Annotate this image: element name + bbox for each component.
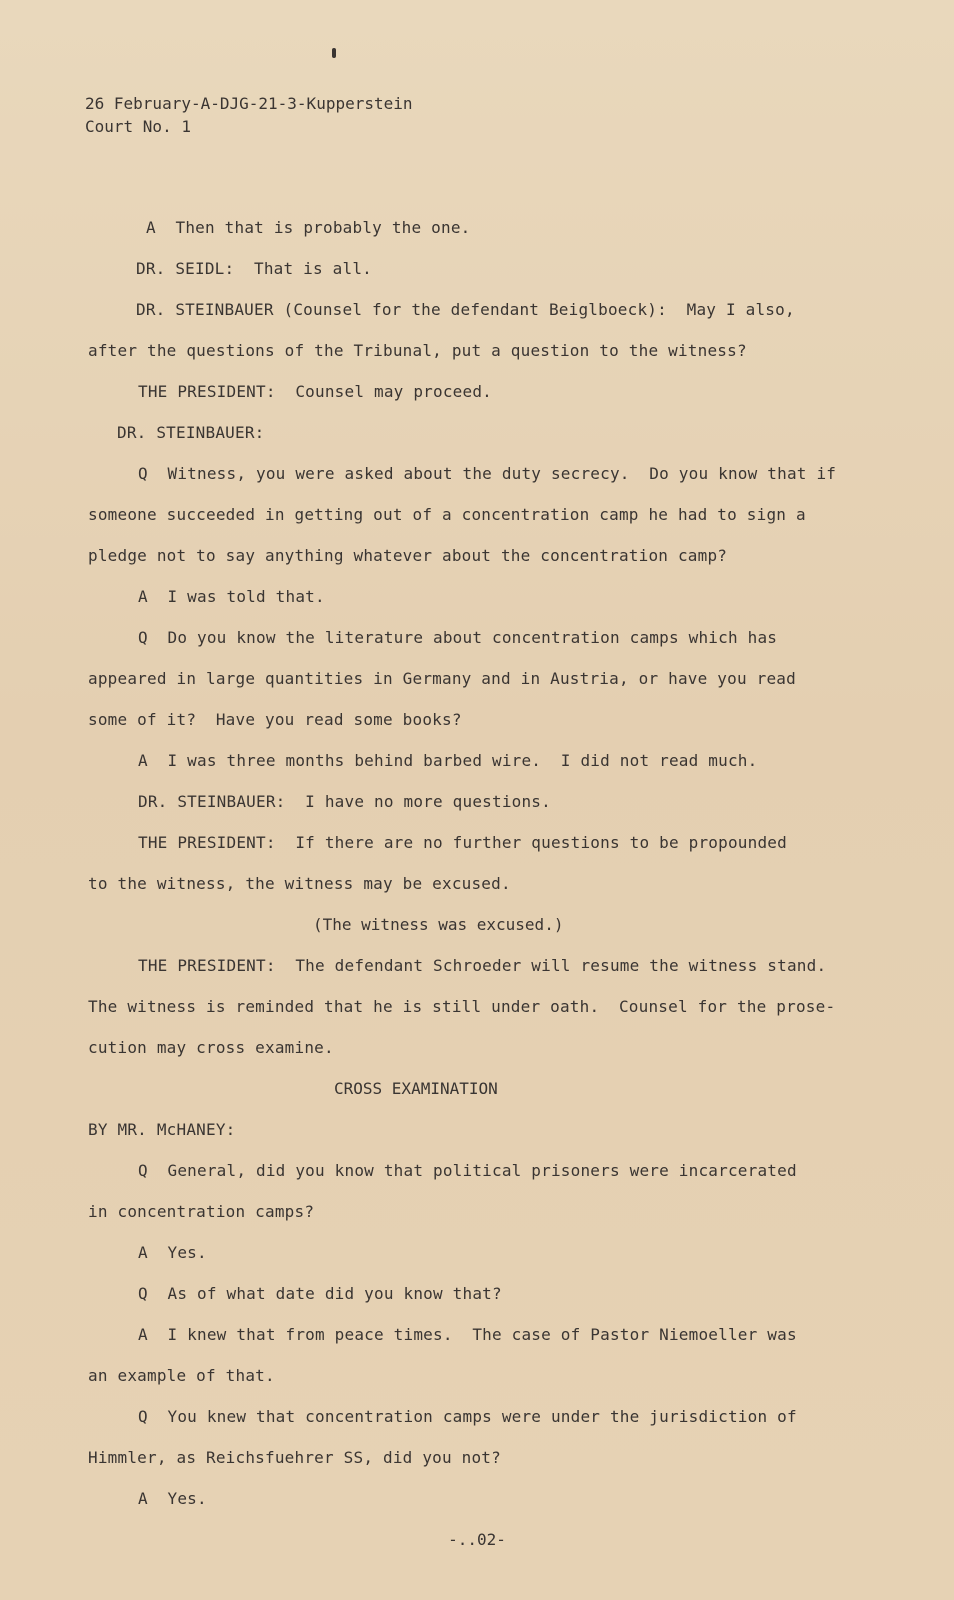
transcript-line: BY MR. McHANEY: bbox=[88, 1120, 236, 1139]
section-heading: CROSS EXAMINATION bbox=[334, 1079, 498, 1098]
stage-direction: (The witness was excused.) bbox=[313, 915, 564, 934]
transcript-line: DR. STEINBAUER (Counsel for the defendant Beiglboeck): May I also, bbox=[136, 300, 795, 319]
transcript-line: after the questions of the Tribunal, put a question to the witness? bbox=[88, 341, 747, 360]
transcript-line: DR. STEINBAUER: bbox=[117, 423, 265, 442]
transcript-line: Q Do you know the literature about concentration camps which has bbox=[138, 628, 778, 647]
transcript-line: A Yes. bbox=[138, 1243, 207, 1262]
transcript-line: A I was told that. bbox=[138, 587, 325, 606]
transcript-line: DR. STEINBAUER: I have no more questions. bbox=[138, 792, 551, 811]
ink-mark bbox=[332, 48, 336, 58]
page-number: -..02- bbox=[448, 1530, 506, 1549]
transcript-line: THE PRESIDENT: The defendant Schroeder will resume the witness stand. bbox=[138, 956, 827, 975]
transcript-line: A Then that is probably the one. bbox=[146, 218, 471, 237]
transcript-line: appeared in large quantities in Germany and in Austria, or have you read bbox=[88, 669, 796, 688]
transcript-line: to the witness, the witness may be excused. bbox=[88, 874, 511, 893]
transcript-line: someone succeeded in getting out of a concentration camp he had to sign a bbox=[88, 505, 806, 524]
transcript-line: some of it? Have you read some books? bbox=[88, 710, 462, 729]
transcript-line: Q As of what date did you know that? bbox=[138, 1284, 502, 1303]
transcript-line: Q Witness, you were asked about the duty secrecy. Do you know that if bbox=[138, 464, 837, 483]
transcript-line: Q General, did you know that political prisoners were incarcerated bbox=[138, 1161, 797, 1180]
transcript-line: DR. SEIDL: That is all. bbox=[136, 259, 372, 278]
transcript-line: pledge not to say anything whatever about the concentration camp? bbox=[88, 546, 728, 565]
transcript-line: Q You knew that concentration camps were under the jurisdiction of bbox=[138, 1407, 797, 1426]
transcript-line: A I knew that from peace times. The case of Pastor Niemoeller was bbox=[138, 1325, 797, 1344]
transcript-line: Himmler, as Reichsfuehrer SS, did you not? bbox=[88, 1448, 501, 1467]
transcript-line: cution may cross examine. bbox=[88, 1038, 334, 1057]
header-line-1: 26 February-A-DJG-21-3-Kupperstein bbox=[85, 94, 413, 113]
transcript-line: A I was three months behind barbed wire. I did not read much. bbox=[138, 751, 758, 770]
transcript-line: THE PRESIDENT: Counsel may proceed. bbox=[138, 382, 492, 401]
transcript-line: The witness is reminded that he is still under oath. Counsel for the prose- bbox=[88, 997, 836, 1016]
transcript-line: an example of that. bbox=[88, 1366, 275, 1385]
transcript-line: THE PRESIDENT: If there are no further questions to be propounded bbox=[138, 833, 787, 852]
transcript-line: A Yes. bbox=[138, 1489, 207, 1508]
transcript-line: in concentration camps? bbox=[88, 1202, 315, 1221]
header-line-2: Court No. 1 bbox=[85, 117, 191, 136]
document-header bbox=[85, 92, 413, 138]
